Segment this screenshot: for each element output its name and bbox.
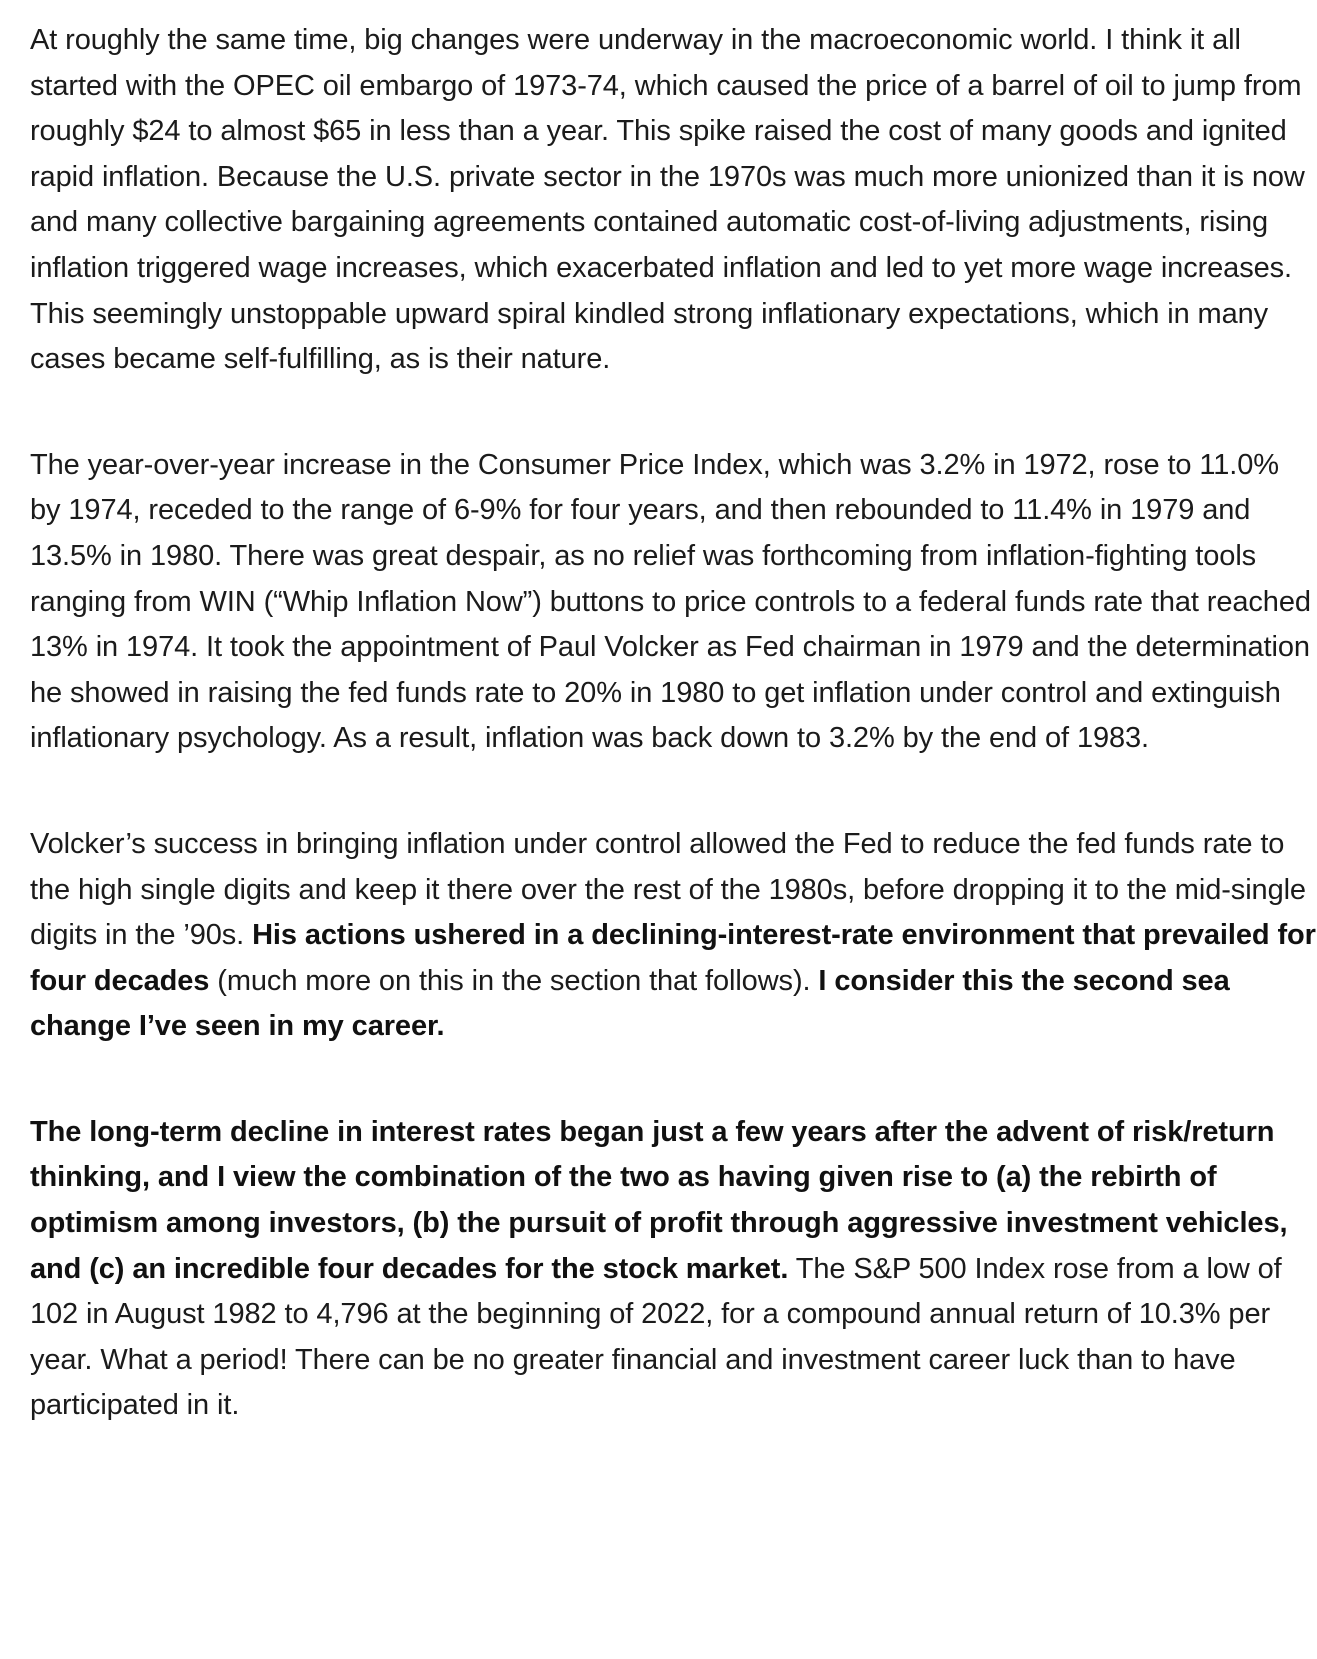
paragraph-text: (much more on this in the section that follows). [209, 964, 819, 997]
paragraph-long-term-decline [30, 1110, 1317, 1429]
paragraph-volcker-success [30, 822, 1317, 1050]
paragraph-cpi-history [30, 443, 1317, 762]
paragraph-text: At roughly the same time, big changes were underway in the macroeconomic world. I think it all started with the OPEC oil embargo of 1973-74, which caused the price of a barrel of oil to jump from roughly $24 to almost $65 in less than a year. This spike raised the cost of many goods and ignited rapid inflation. Because the U.S. private sector in the 1970s was much more unionized than it is now and many collective bargaining agreements contained automatic cost-of-living adjustments, rising inflation triggered wage increases, which exacerbated inflation and led to yet more wage increases. This seemingly unstoppable upward spiral kindled strong inflationary expectations, which in many cases became self-fulfilling, as is their nature. [30, 24, 1305, 376]
paragraph-text: Volcker’s success in bringing inflation under control allowed the Fed to reduce the fed funds rate to the high single digits and keep it there over the rest of the 1980s, before dropping it to the mid-single digits in the ’90s. [30, 827, 1306, 952]
paragraph-text: The S&P 500 Index rose from a low of 102 in August 1982 to 4,796 at the beginning of 2022, for a compound annual return of 10.3% per year. What a period! There can be no greater financial and investment career luck than to have participated in it. [30, 1252, 1282, 1422]
document-body [30, 18, 1317, 1489]
paragraph-oil-embargo [30, 18, 1317, 383]
bold-emphasis-text: I consider this the second sea change I’ve seen in my career. [30, 964, 1230, 1043]
paragraph-text: The year-over-year increase in the Consumer Price Index, which was 3.2% in 1972, rose to 11.0% by 1974, receded to the range of 6-9% for four years, and then rebounded to 11.4% in 1979 and 13.5% in 1980. There was great despair, as no relief was forthcoming from inflation-fighting tools ranging from WIN (“Whip Inflation Now”) buttons to price controls to a federal funds rate that reached 13% in 1974. It took the appointment of Paul Volcker as Fed chairman in 1979 and the determination he showed in raising the fed funds rate to 20% in 1980 to get inflation under control and extinguish inflationary psychology. As a result, inflation was back down to 3.2% by the end of 1983. [30, 448, 1311, 755]
bold-emphasis-text: The long-term decline in interest rates began just a few years after the advent of risk/return thinking, and I view the combination of the two as having given rise to (a) the rebirth of optimism among investors, (b) the pursuit of profit through aggressive investment vehicles, and (c) an incredible four decades for the stock market. [30, 1115, 1288, 1285]
bold-emphasis-text: His actions ushered in a declining-interest-rate environment that prevailed for four decades [30, 919, 1316, 997]
